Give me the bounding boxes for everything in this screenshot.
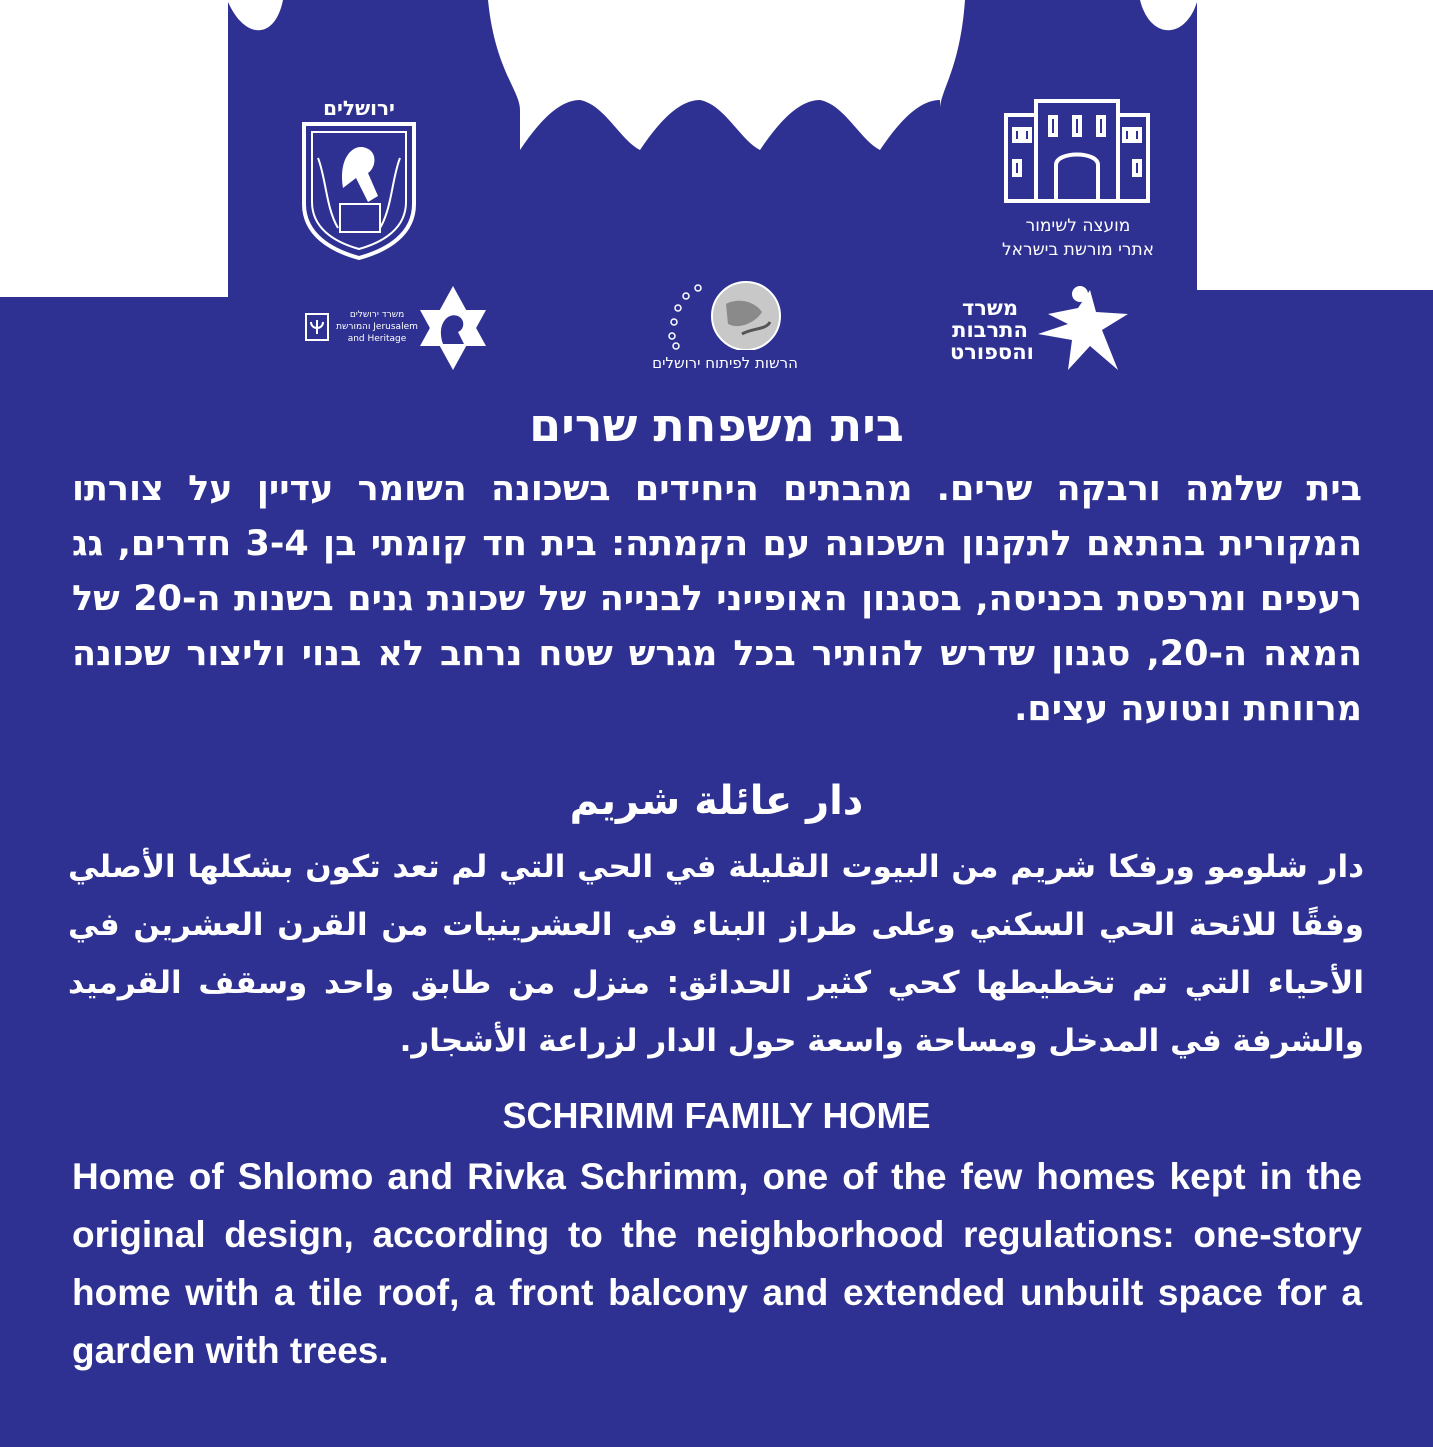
development-authority-globe-icon (662, 278, 786, 350)
culture-ministry-star-icon (1034, 284, 1132, 374)
heritage-council-line1: מועצה לשימור (1025, 216, 1131, 236)
development-authority-label: הרשות לפיתוח ירושלים (652, 354, 798, 372)
arabic-body: دار شلومو ورفكا شريم من البيوت القليلة في الحي التي لم تعد تكون بشكلها الأصلي وفقًا للائحة الحي السكني وعلى طراز البناء في العشرينيات من القرن العشرين في الأحياء التي تم تخطيطها كحي كثير الحدائق: منزل من طابق واحد وسقف القرميد والشرفة في المدخل ومساحة واسعة حول الدار لزراعة الأشجار. (68, 849, 1364, 1059)
hebrew-title: בית משפחת שרים (529, 398, 904, 452)
star-of-david-lion-icon (418, 284, 488, 372)
english-body: Home of Shlomo and Rivka Schrimm, one of the few homes kept in the original design, according to the neighborhood regulations: one-story home with a tile roof, a front balcony and extended unbuilt space for a garden with trees. (72, 1156, 1362, 1371)
jerusalem-label: ירושלים (323, 96, 395, 120)
ministry-jerusalem-line3: and Heritage (347, 334, 407, 344)
heritage-building-icon (1002, 95, 1152, 205)
english-title: SCHRIMM FAMILY HOME (502, 1095, 931, 1136)
jerusalem-emblem-icon (298, 118, 420, 260)
heritage-council-line2: אתרי מורשת בישראל (1001, 240, 1155, 260)
culture-ministry-line1: משרד (961, 296, 1019, 320)
culture-ministry-line3: והספורט (950, 340, 1034, 364)
arabic-title: دار عائلة شريم (569, 778, 864, 824)
ministry-jerusalem-line1: משרד ירושלים (349, 310, 405, 320)
hebrew-body: בית שלמה ורבקה שרים. מהבתים היחידים בשכונה השומר עדיין על צורתו המקורית בהתאם לתקנון השכונה עם הקמתה: בית חד קומתי בן 3-4 חדרים, גג רעפים ומרפסת בכניסה, בסגנון האופייני לבנייה של שכונת גנים בשנות ה-20 של המאה ה-20, סגנון שדרש להותיר בכל מגרש שטח נרחב לא בנוי וליצור שכונה מרווחת ונטועה עצים. (72, 469, 1363, 729)
culture-ministry-line2: התרבות (952, 318, 1028, 342)
ministry-jerusalem-line2: והמורשת Jerusalem (336, 322, 418, 332)
menorah-emblem-icon (304, 312, 330, 342)
